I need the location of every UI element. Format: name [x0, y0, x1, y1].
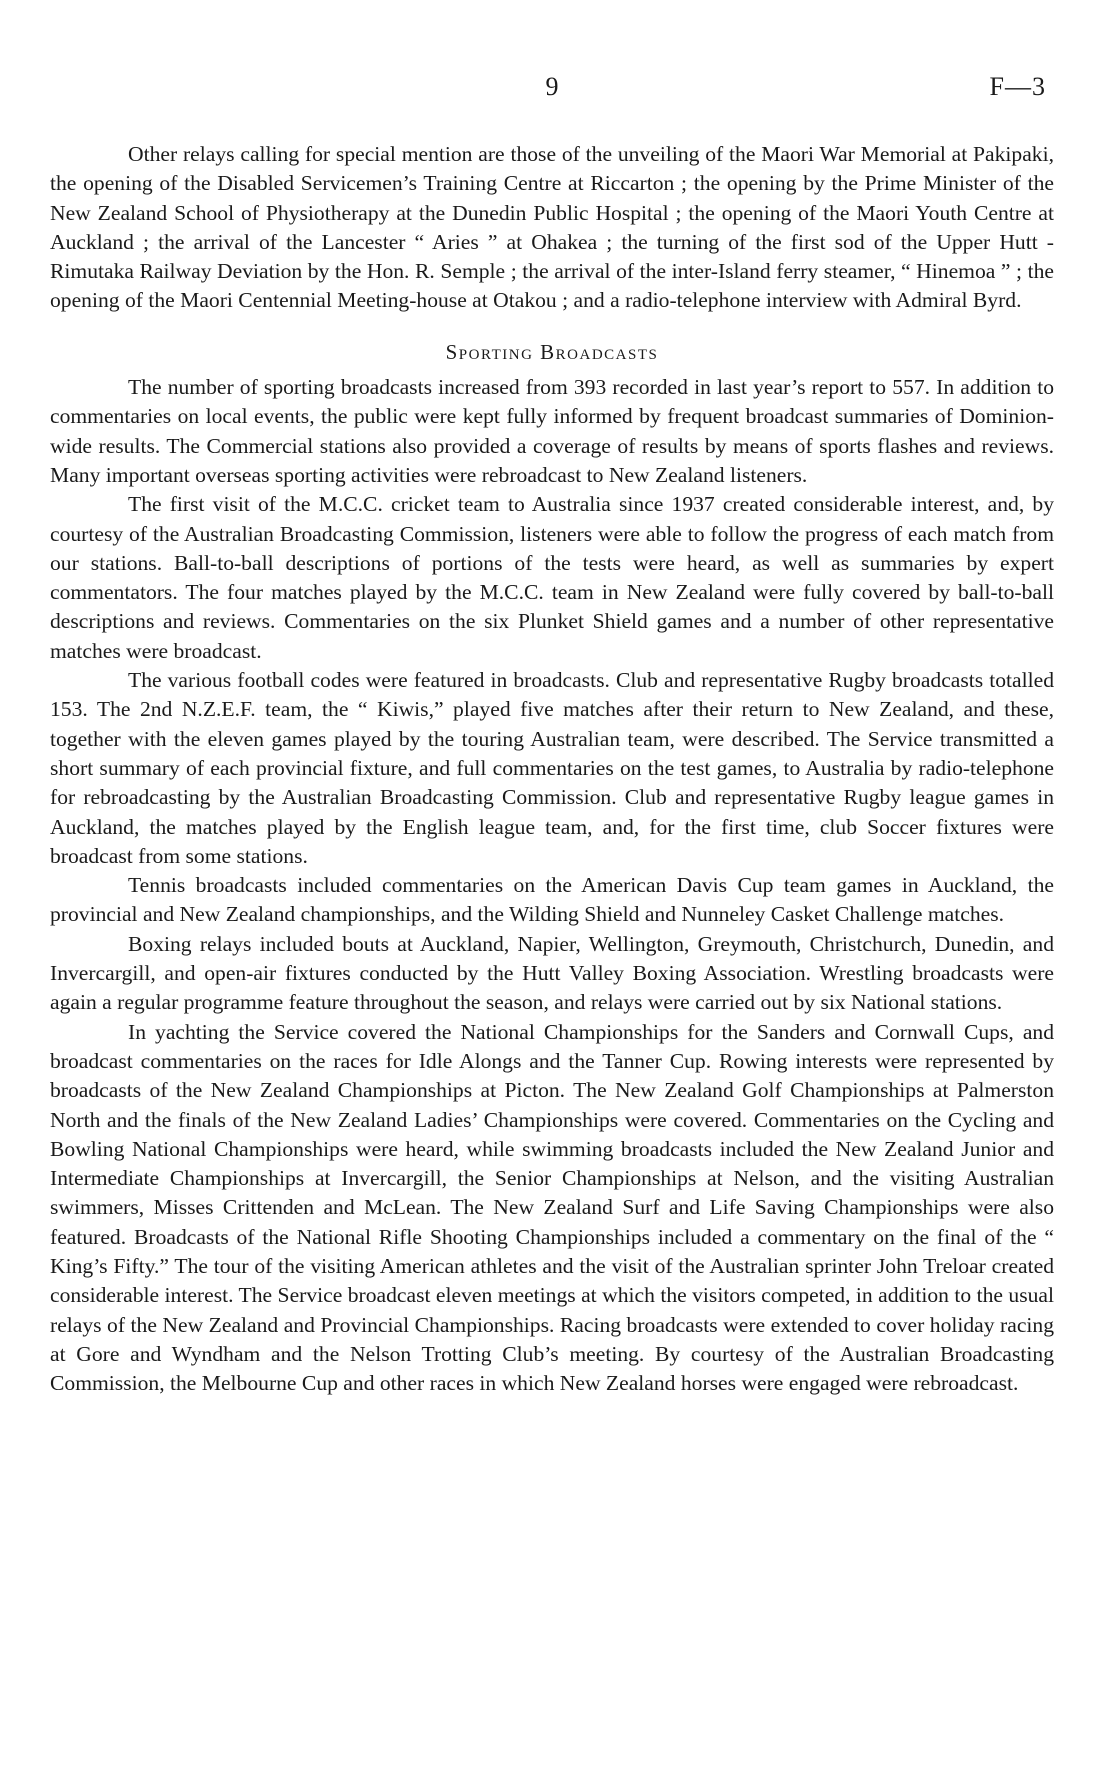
intro-paragraph: Other relays calling for special mention are those of the unveiling of the Maori War Memorial at Pakipaki, the opening of the Disabled Servicemen’s Training Centre at Riccarton ; the opening by the Prime Minister of the New Zealand School of Physiotherapy at the Dunedin Public Hospital ; the opening of the Maori Youth Centre at Auckland ; the arrival of the Lancester “ Aries ” at Ohakea ; the turning of the first sod of the Upper Hutt - Rimutaka Railway Deviation by the Hon. R. Semple ; the arrival of the inter-Island ferry steamer, “ Hinemoa ” ; the opening of the Maori Centennial Meeting-house at Otakou ; and a radio-telephone interview with Admiral Byrd. [50, 142, 1054, 313]
paragraph-other-sports: In yachting the Service covered the National Championships for the Sanders and Cornwall Cups, and broadcast commentaries on the races for Idle Alongs and the Tanner Cup. Rowing interests were represented by broadcasts of the New Zealand Championships at Picton. The New Zealand Golf Championships at Palmerston North and the finals of the New Zealand Ladies’ Championships were covered. Commentaries on the Cycling and Bowling National Championships were heard, while swimming broadcasts included the New Zealand Junior and Intermediate Championships at Invercargill, the Senior Championships at Nelson, and the visiting Australian swimmers, Misses Crittenden and McLean. The New Zealand Surf and Life Saving Championships were also featured. Broadcasts of the National Rifle Shooting Championships included a commentary on the final of the “ King’s Fifty.” The tour of the visiting American athletes and the visit of the Australian sprinter John Treloar created considerable interest. The Service broadcast eleven meetings at which the visitors competed, in addition to the usual relays of the New Zealand and Provincial Championships. Racing broadcasts were extended to cover holiday racing at Gore and Wyndham and the Nelson Trotting Club’s meeting. By courtesy of the Australian Broadcasting Commission, the Melbourne Cup and other races in which New Zealand horses were engaged were rebroadcast. [50, 1019, 1054, 1396]
paragraph-cricket: The first visit of the M.C.C. cricket team to Australia since 1937 created considerable interest, and, by courtesy of the Australian Broadcasting Commission, listeners were able to follow the progress of each match from our stations. Ball-to-ball descriptions of portions of the tests were heard, as well as summaries by expert commentators. The four matches played by the M.C.C. team in New Zealand were fully covered by ball-to-ball descriptions and reviews. Commentaries on the six Plunket Shield games and a number of other representative matches were broadcast. [50, 492, 1054, 663]
document-code: F—3 [989, 72, 1046, 101]
paragraph-boxing: Boxing relays included bouts at Auckland, Napier, Wellington, Greymouth, Christchurch, Dunedin, and Invercargill, and open-air fixtures conducted by the Hutt Valley Boxing Association. Wrestling broadcasts were again a regular programme feature throughout the season, and relays were carried out by six National stations. [50, 931, 1054, 1015]
section-heading: Sporting Broadcasts [445, 339, 659, 364]
body-text [50, 140, 1054, 1398]
document-page [50, 0, 1054, 1781]
paragraph-football: The various football codes were featured in broadcasts. Club and representative Rugby broadcasts totalled 153. The 2nd N.Z.E.F. team, the “ Kiwis,” played five matches after their return to New Zealand, and these, together with the eleven games played by the touring Australian team, were described. The Service transmitted a short summary of each provincial fixture, and full commentaries on the test games, to Australia by radio-telephone for rebroadcasting by the Australian Broadcasting Commission. Club and representative Rugby league games in Auckland, the matches played by the English league team, and, for the first time, club Soccer fixtures were broadcast from some stations. [50, 668, 1054, 868]
page-header [50, 72, 1054, 112]
paragraph-sporting-count: The number of sporting broadcasts increased from 393 recorded in last year’s report to 557. In addition to commentaries on local events, the public were kept fully informed by frequent broadcast summaries of Dominion-wide results. The Commercial stations also provided a coverage of results by means of sports flashes and reviews. Many important overseas sporting activities were rebroadcast to New Zealand listeners. [50, 375, 1054, 487]
paragraph-tennis: Tennis broadcasts included commentaries on the American Davis Cup team games in Auckland, the provincial and New Zealand championships, and the Wilding Shield and Nunneley Casket Challenge matches. [50, 873, 1054, 927]
page-number: 9 [545, 72, 559, 101]
